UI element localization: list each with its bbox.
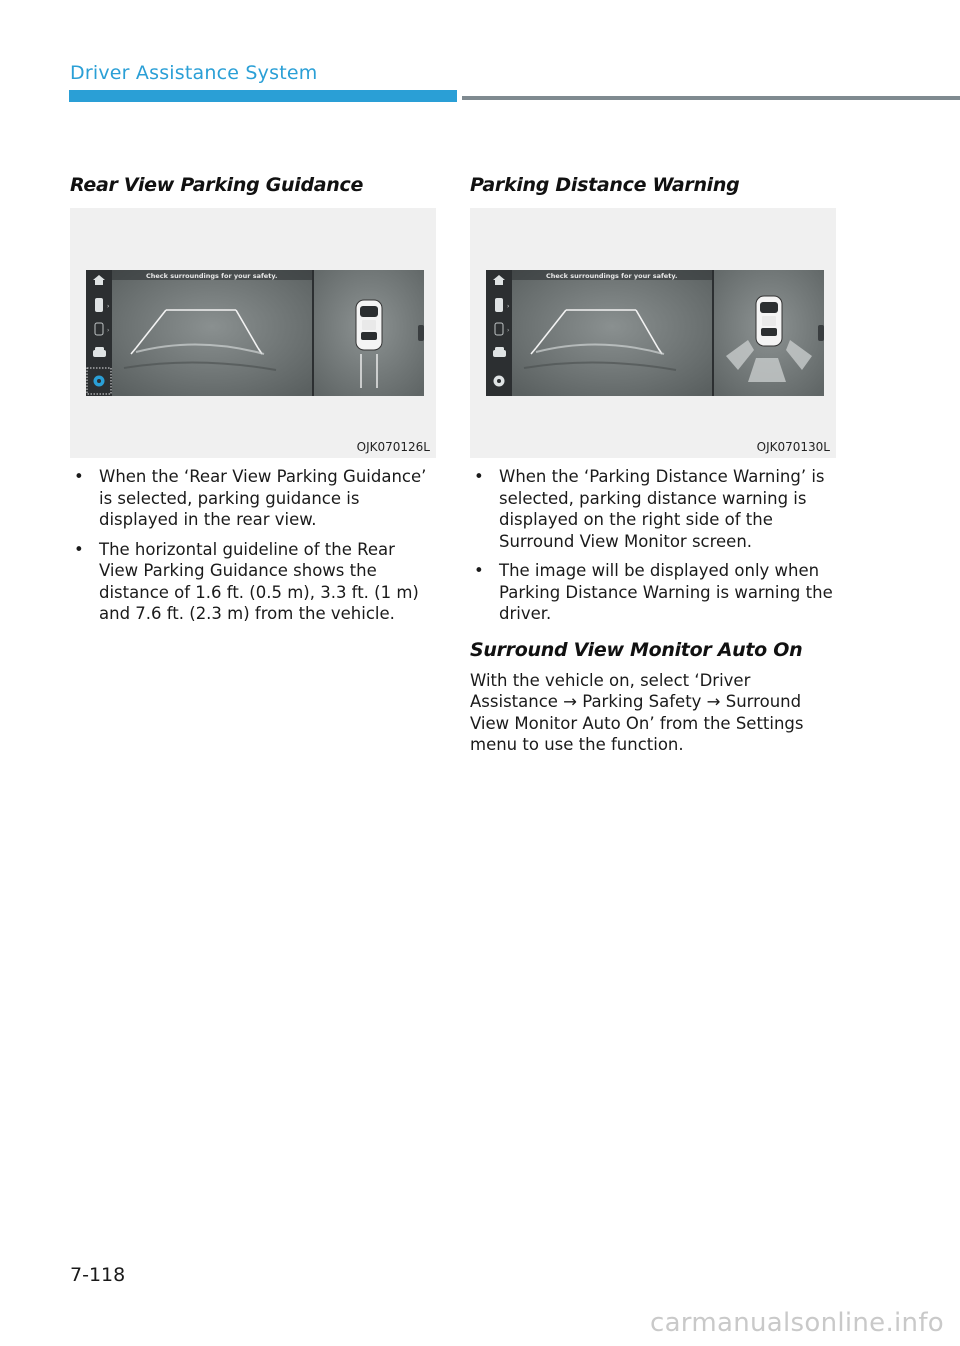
list-item: • The image will be displayed only when Parking Distance Warning is warning the driver. xyxy=(470,560,836,625)
camera-screen xyxy=(486,270,824,396)
rear-view-guidance-heading: Rear View Parking Guidance xyxy=(70,174,364,196)
camera-screen xyxy=(86,270,424,396)
figure-code: OJK070126L xyxy=(356,440,430,454)
parking-distance-warning-bullets xyxy=(470,466,836,625)
figure-code: OJK070130L xyxy=(756,440,830,454)
rear-camera-view xyxy=(512,270,712,396)
parking-distance-warning-figure xyxy=(470,208,836,458)
camera-view-icon xyxy=(495,298,503,312)
list-item: • The horizontal guideline of the Rear View Parking Guidance shows the distance of 1.6 ft. (0.5 m), 3.3 ft. (1 m) and 7.6 ft. (2.3 m) from the vehicle. xyxy=(70,539,436,625)
page-number: 7-118 xyxy=(70,1264,126,1286)
header-rule-accent xyxy=(69,90,457,102)
svg-text:›: › xyxy=(507,303,510,310)
right-column xyxy=(470,170,836,756)
svm-auto-on-paragraph: With the vehicle on, select ‘Driver Assistance → Parking Safety → Surround View Monitor Auto On’ from the Settings menu to use the function. xyxy=(470,670,804,754)
vehicle-top-view xyxy=(356,300,382,350)
svg-text:›: › xyxy=(107,303,110,310)
camera-view-icon xyxy=(95,298,103,312)
svm-auto-on-heading: Surround View Monitor Auto On xyxy=(470,638,803,661)
screen-banner-text: Check surroundings for your safety. xyxy=(546,272,678,280)
watermark: carmanualsonline.info xyxy=(649,1308,944,1338)
screen-banner-text: Check surroundings for your safety. xyxy=(146,272,278,280)
rear-camera-view xyxy=(112,270,312,396)
rear-view-guidance-figure xyxy=(70,208,436,458)
vehicle-top-view xyxy=(756,296,782,346)
section-title: Driver Assistance System xyxy=(70,62,318,84)
left-column xyxy=(70,170,436,633)
svg-text:›: › xyxy=(507,327,510,334)
list-item: • When the ‘Rear View Parking Guidance’ is selected, parking guidance is displayed in the rear view. xyxy=(70,466,436,531)
list-item: • When the ‘Parking Distance Warning’ is selected, parking distance warning is displayed on the right side of the Surround View Monitor screen. xyxy=(470,466,836,552)
header-rule xyxy=(462,96,960,100)
parking-distance-warning-heading: Parking Distance Warning xyxy=(470,174,740,196)
rear-view-guidance-bullets xyxy=(70,466,436,625)
svg-text:›: › xyxy=(107,327,110,334)
